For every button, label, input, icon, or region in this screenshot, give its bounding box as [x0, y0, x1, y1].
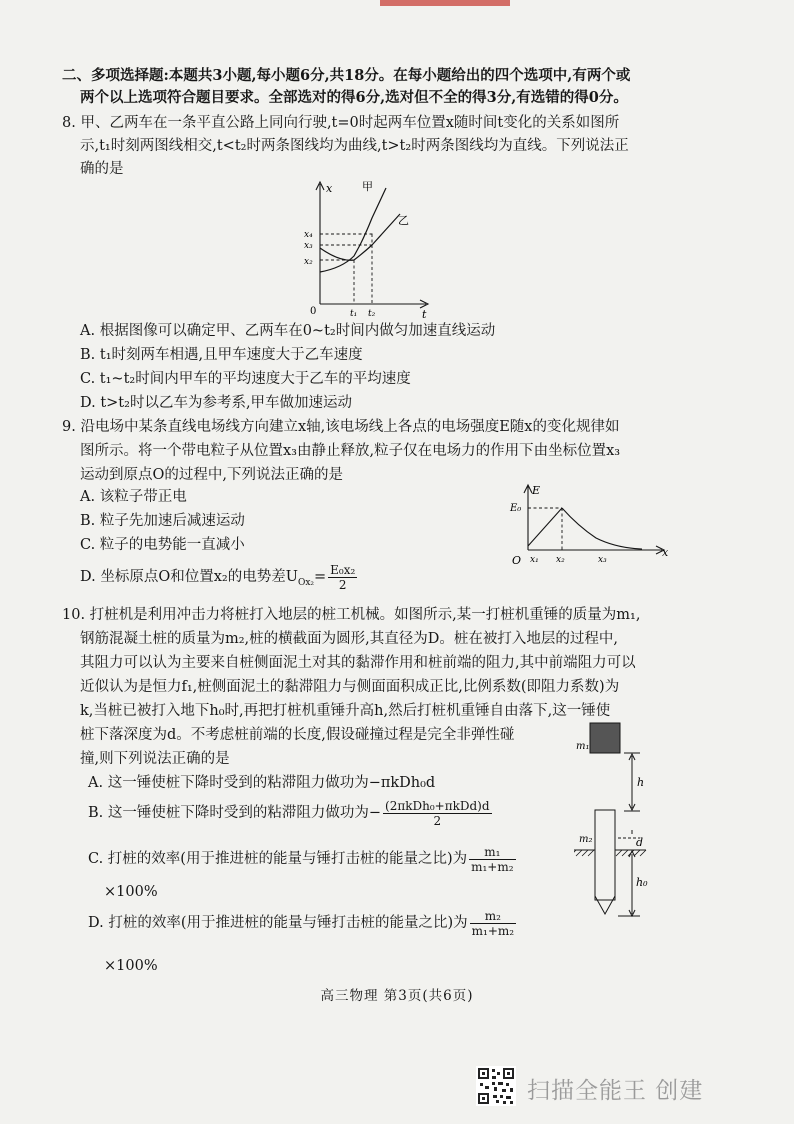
q9-stem-2: 图所示。将一个带电粒子从位置x₃由静止释放,粒子仅在电场力的作用下由坐标位置x₃ — [80, 443, 621, 459]
q10-option-d-tail: ×100% — [104, 958, 158, 974]
q9-option-d-sub: Ox₂ — [297, 577, 314, 588]
q10-b-frac-den: 2 — [433, 813, 442, 828]
q9-ex-graph — [506, 480, 672, 572]
q10-stem-3: 其阻力可以认为主要来自桩侧面泥土对其的黏滞作用和桩前端的阻力,其中前端阻力可以 — [80, 655, 636, 671]
q9-tick-x2: x₂ — [556, 555, 565, 565]
q8-axis-x-label: x — [326, 182, 333, 195]
q8-tick-x2: x₂ — [304, 257, 313, 267]
q8-axis-t-label: t — [422, 308, 427, 320]
hammer-weight — [590, 723, 620, 753]
q9-option-b: B. 粒子先加速后减速运动 — [80, 513, 245, 529]
q10-option-d — [88, 906, 518, 940]
q10-pile-driver-figure — [574, 720, 674, 920]
q10-option-c-text: C. 打桩的效率(用于推进桩的能量与锤打击桩的能量之比)为 — [88, 851, 468, 867]
q9-axis-x-label: x — [662, 546, 669, 559]
q8-stem-3: 确的是 — [80, 161, 124, 177]
q10-d-frac-den: m₁+m₂ — [471, 923, 515, 938]
q10-option-b — [88, 796, 494, 830]
q10-c-frac-num: m₁ — [469, 845, 515, 860]
q10-option-c-fraction — [469, 845, 515, 874]
curve-jia — [320, 188, 386, 272]
q10-option-c-tail: ×100% — [104, 884, 158, 900]
q8-option-d: D. t>t₂时以乙车为参考系,甲车做加速运动 — [80, 395, 353, 411]
label-m2: m₂ — [579, 834, 593, 845]
e-curve-decay — [562, 508, 642, 549]
q8-xt-graph — [302, 178, 442, 320]
q10-option-b-text: B. 这一锤使桩下降时受到的粘滞阻力做功为− — [88, 805, 382, 821]
q10-stem-2: 钢筋混凝土桩的质量为m₂,桩的横截面为圆形,其直径为D。桩在被打入地层的过程中, — [80, 631, 619, 647]
q8-tick-t1: t₁ — [350, 309, 358, 319]
q9-frac-den: 2 — [338, 577, 347, 592]
q9-option-d-text: D. 坐标原点O和位置x₂的电势差U — [80, 569, 298, 585]
q8-stem-1: 8. 甲、乙两车在一条平直公路上同向行驶,t=0时起两车位置x随时间t变化的关系如图所 — [62, 115, 620, 131]
q8-origin: 0 — [310, 306, 317, 317]
q9-option-d — [80, 562, 359, 598]
top-color-mark — [380, 0, 510, 6]
q10-stem-7: 撞,则下列说法正确的是 — [80, 751, 230, 767]
q10-d-frac-num: m₂ — [470, 909, 516, 924]
qr-code-icon — [476, 1066, 516, 1106]
label-h: h — [637, 776, 645, 789]
section-title-cont: 两个以上选项符合题目要求。全部选对的得6分,选对但不全的得3分,有选错的得0分。 — [80, 89, 628, 106]
q9-stem-3: 运动到原点O的过程中,下列说法正确的是 — [80, 467, 343, 483]
q9-option-d-fraction — [328, 563, 357, 592]
q9-axis-e-label: E — [532, 484, 541, 497]
q8-tick-t2: t₂ — [368, 309, 376, 319]
q10-option-a: A. 这一锤使桩下降时受到的粘滞阻力做功为−πkDh₀d — [88, 775, 436, 791]
q8-label-yi: 乙 — [398, 214, 409, 227]
section-title: 二、多项选择题:本题共3小题,每小题6分,共18分。在每小题给出的四个选项中,有两个或 — [62, 67, 631, 84]
q9-frac-num: E₀x₂ — [330, 562, 356, 577]
q9-tick-x3: x₃ — [598, 555, 607, 565]
q9-stem-1: 9. 沿电场中某条直线电场线方向建立x轴,该电场线上各点的电场强度E随x的变化规律如 — [62, 419, 620, 435]
q9-option-d-eq: = — [314, 569, 327, 585]
scanner-watermark: 扫描全能王 创建 — [527, 1078, 704, 1104]
q10-option-d-fraction — [470, 909, 516, 938]
q8-label-jia: 甲 — [362, 180, 373, 193]
q10-option-b-fraction — [383, 799, 492, 828]
q10-stem-1: 10. 打桩机是利用冲击力将桩打入地层的桩工机械。如图所示,某一打桩机重锤的质量为m₁, — [62, 607, 641, 623]
q10-stem-6: 桩下落深度为d。不考虑桩前端的长度,假设碰撞过程是完全非弹性碰 — [80, 727, 515, 743]
q8-option-b: B. t₁时刻两车相遇,且甲车速度大于乙车速度 — [80, 347, 363, 363]
q9-option-c: C. 粒子的电势能一直减小 — [80, 537, 245, 553]
label-m1: m₁ — [576, 741, 590, 752]
e-curve-rise — [528, 508, 562, 546]
label-h0: h₀ — [636, 876, 648, 889]
curve-yi — [320, 214, 400, 260]
q8-option-a: A. 根据图像可以确定甲、乙两车在0~t₂时间内做匀加速直线运动 — [80, 323, 496, 339]
q10-stem-4: 近似认为是恒力f₁,桩侧面泥土的黏滞阻力与侧面面积成正比,比例系数(即阻力系数)为 — [80, 679, 620, 695]
q10-b-frac-num: (2πkDh₀+πkDd)d — [385, 798, 490, 813]
q10-option-c — [88, 842, 518, 876]
q8-option-c: C. t₁~t₂时间内甲车的平均速度大于乙车的平均速度 — [80, 371, 411, 387]
q8-stem-2: 示,t₁时刻两图线相交,t<t₂时两条图线均为曲线,t>t₂时两条图线均为直线。下列说法正 — [80, 138, 629, 154]
q9-tick-e0: E₀ — [510, 503, 522, 514]
q10-c-frac-den: m₁+m₂ — [471, 859, 514, 874]
label-d: d — [636, 836, 644, 849]
page-footer: 高三物理 第3页(共6页) — [320, 988, 474, 1004]
q9-option-a: A. 该粒子带正电 — [80, 489, 187, 505]
pile — [595, 810, 615, 900]
q9-tick-x1: x₁ — [530, 555, 539, 565]
q8-tick-x4: x₄ — [304, 230, 313, 240]
q8-tick-x3: x₃ — [304, 241, 313, 251]
q10-stem-5: k,当桩已被打入地下h₀时,再把打桩机重锤升高h,然后打桩机重锤自由落下,这一锤使 — [80, 703, 611, 719]
q9-origin: O — [512, 554, 522, 567]
q10-option-d-text: D. 打桩的效率(用于推进桩的能量与锤打击桩的能量之比)为 — [88, 915, 468, 931]
